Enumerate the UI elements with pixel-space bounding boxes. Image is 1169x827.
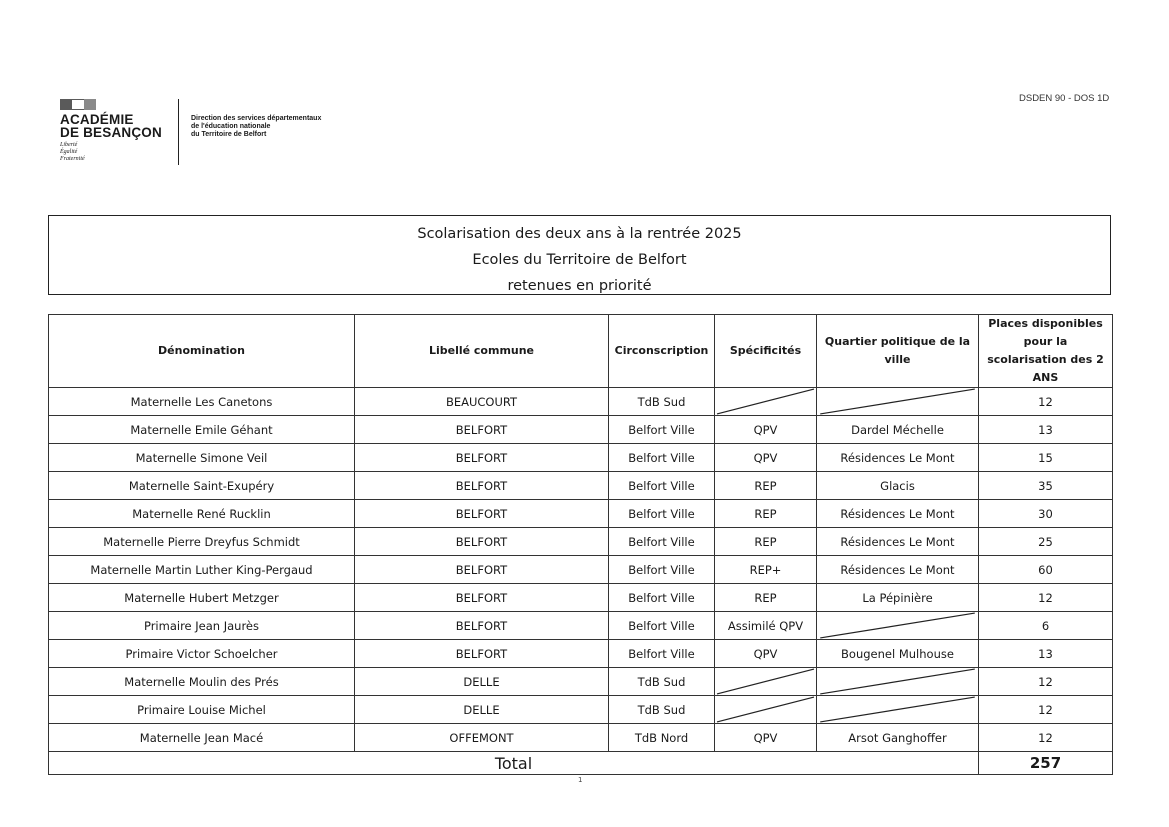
cell-quartier: Résidences Le Mont bbox=[817, 444, 979, 472]
cell-name: Maternelle René Rucklin bbox=[49, 500, 355, 528]
cell-places: 12 bbox=[979, 584, 1113, 612]
direction-line3: du Territoire de Belfort bbox=[191, 131, 267, 138]
cell-quartier bbox=[817, 388, 979, 416]
cell-circonscription: Belfort Ville bbox=[609, 416, 715, 444]
cell-places: 12 bbox=[979, 724, 1113, 752]
header-divider bbox=[178, 99, 179, 165]
schools-table bbox=[48, 314, 1113, 775]
cell-specificite: Assimilé QPV bbox=[715, 612, 817, 640]
cell-quartier bbox=[817, 612, 979, 640]
cell-places: 12 bbox=[979, 388, 1113, 416]
cell-quartier: Bougenel Mulhouse bbox=[817, 640, 979, 668]
cell-circonscription: TdB Sud bbox=[609, 388, 715, 416]
cell-places: 12 bbox=[979, 668, 1113, 696]
cell-commune: BELFORT bbox=[355, 500, 609, 528]
title-box bbox=[48, 215, 1111, 295]
cell-places: 12 bbox=[979, 696, 1113, 724]
cell-quartier: Résidences Le Mont bbox=[817, 500, 979, 528]
cell-name: Primaire Jean Jaurès bbox=[49, 612, 355, 640]
cell-name: Maternelle Pierre Dreyfus Schmidt bbox=[49, 528, 355, 556]
cell-commune: BELFORT bbox=[355, 556, 609, 584]
cell-commune: BELFORT bbox=[355, 612, 609, 640]
cell-places: 30 bbox=[979, 500, 1113, 528]
cell-commune: BELFORT bbox=[355, 444, 609, 472]
table-header-row bbox=[49, 315, 1113, 388]
cell-quartier: Glacis bbox=[817, 472, 979, 500]
cell-commune: BELFORT bbox=[355, 640, 609, 668]
cell-specificite: REP+ bbox=[715, 556, 817, 584]
table-row bbox=[49, 500, 1113, 528]
header-specificites: Spécificités bbox=[715, 315, 817, 388]
cell-specificite: REP bbox=[715, 584, 817, 612]
total-row bbox=[49, 752, 1113, 775]
cell-circonscription: Belfort Ville bbox=[609, 444, 715, 472]
table-row bbox=[49, 472, 1113, 500]
cell-circonscription: TdB Sud bbox=[609, 668, 715, 696]
cell-specificite: QPV bbox=[715, 444, 817, 472]
motto bbox=[60, 142, 162, 163]
cell-circonscription: Belfort Ville bbox=[609, 584, 715, 612]
cell-circonscription: Belfort Ville bbox=[609, 640, 715, 668]
cell-name: Maternelle Emile Géhant bbox=[49, 416, 355, 444]
cell-name: Maternelle Martin Luther King-Pergaud bbox=[49, 556, 355, 584]
cell-name: Primaire Louise Michel bbox=[49, 696, 355, 724]
cell-specificite bbox=[715, 668, 817, 696]
cell-quartier: Arsot Ganghoffer bbox=[817, 724, 979, 752]
title-line1: Scolarisation des deux ans à la rentrée 2025 bbox=[417, 226, 742, 242]
cell-quartier bbox=[817, 668, 979, 696]
cell-circonscription: TdB Nord bbox=[609, 724, 715, 752]
academy-line2: DE BESANÇON bbox=[60, 125, 162, 140]
cell-quartier: Résidences Le Mont bbox=[817, 528, 979, 556]
page-number: 1 bbox=[578, 776, 583, 784]
cell-quartier: Résidences Le Mont bbox=[817, 556, 979, 584]
motto-liberte: Liberté bbox=[60, 142, 78, 148]
table-row bbox=[49, 556, 1113, 584]
total-value: 257 bbox=[979, 752, 1113, 775]
cell-circonscription: Belfort Ville bbox=[609, 612, 715, 640]
cell-places: 25 bbox=[979, 528, 1113, 556]
cell-quartier: Dardel Méchelle bbox=[817, 416, 979, 444]
cell-commune: BELFORT bbox=[355, 528, 609, 556]
cell-specificite bbox=[715, 696, 817, 724]
table-row bbox=[49, 416, 1113, 444]
academy-name bbox=[60, 113, 162, 139]
cell-commune: OFFEMONT bbox=[355, 724, 609, 752]
cell-circonscription: Belfort Ville bbox=[609, 556, 715, 584]
cell-name: Maternelle Simone Veil bbox=[49, 444, 355, 472]
cell-places: 6 bbox=[979, 612, 1113, 640]
cell-places: 15 bbox=[979, 444, 1113, 472]
cell-specificite: QPV bbox=[715, 724, 817, 752]
title-line3: retenues en priorité bbox=[507, 278, 652, 294]
cell-commune: BELFORT bbox=[355, 416, 609, 444]
direction-line1: Direction des services départementaux bbox=[191, 115, 322, 122]
cell-quartier bbox=[817, 696, 979, 724]
cell-name: Maternelle Les Canetons bbox=[49, 388, 355, 416]
cell-quartier: La Pépinière bbox=[817, 584, 979, 612]
cell-name: Maternelle Hubert Metzger bbox=[49, 584, 355, 612]
header-quartier: Quartier politique de la ville bbox=[817, 315, 979, 388]
cell-specificite: QPV bbox=[715, 640, 817, 668]
cell-specificite: REP bbox=[715, 528, 817, 556]
cell-name: Primaire Victor Schoelcher bbox=[49, 640, 355, 668]
table-row bbox=[49, 612, 1113, 640]
cell-circonscription: TdB Sud bbox=[609, 696, 715, 724]
header-circonscription: Circonscription bbox=[609, 315, 715, 388]
title-line2: Ecoles du Territoire de Belfort bbox=[472, 252, 687, 268]
cell-specificite: QPV bbox=[715, 416, 817, 444]
cell-circonscription: Belfort Ville bbox=[609, 528, 715, 556]
cell-specificite bbox=[715, 388, 817, 416]
table-row bbox=[49, 640, 1113, 668]
cell-commune: DELLE bbox=[355, 668, 609, 696]
cell-circonscription: Belfort Ville bbox=[609, 472, 715, 500]
table-row bbox=[49, 528, 1113, 556]
motto-fraternite: Fraternité bbox=[60, 156, 85, 162]
motto-egalite: Égalité bbox=[60, 149, 78, 155]
direction-line2: de l'éducation nationale bbox=[191, 123, 271, 130]
cell-specificite: REP bbox=[715, 500, 817, 528]
table-row bbox=[49, 668, 1113, 696]
cell-commune: BELFORT bbox=[355, 584, 609, 612]
academy-logo bbox=[60, 99, 162, 163]
cell-commune: DELLE bbox=[355, 696, 609, 724]
cell-commune: BEAUCOURT bbox=[355, 388, 609, 416]
table-row bbox=[49, 444, 1113, 472]
table-row bbox=[49, 388, 1113, 416]
cell-places: 60 bbox=[979, 556, 1113, 584]
cell-name: Maternelle Moulin des Prés bbox=[49, 668, 355, 696]
cell-circonscription: Belfort Ville bbox=[609, 500, 715, 528]
header-denomination: Dénomination bbox=[49, 315, 355, 388]
total-label: Total bbox=[49, 752, 979, 775]
cell-name: Maternelle Jean Macé bbox=[49, 724, 355, 752]
academy-line1: ACADÉMIE bbox=[60, 112, 134, 127]
table-row bbox=[49, 696, 1113, 724]
cell-specificite: REP bbox=[715, 472, 817, 500]
header-commune: Libellé commune bbox=[355, 315, 609, 388]
cell-name: Maternelle Saint-Exupéry bbox=[49, 472, 355, 500]
table-row bbox=[49, 584, 1113, 612]
cell-commune: BELFORT bbox=[355, 472, 609, 500]
marianne-flag-icon bbox=[60, 99, 96, 110]
document-reference: DSDEN 90 - DOS 1D bbox=[1019, 93, 1110, 104]
table-row bbox=[49, 724, 1113, 752]
cell-places: 13 bbox=[979, 416, 1113, 444]
cell-places: 35 bbox=[979, 472, 1113, 500]
header-places: Places disponibles pour la scolarisation des 2 ANS bbox=[979, 315, 1113, 388]
cell-places: 13 bbox=[979, 640, 1113, 668]
direction-text bbox=[191, 115, 321, 139]
